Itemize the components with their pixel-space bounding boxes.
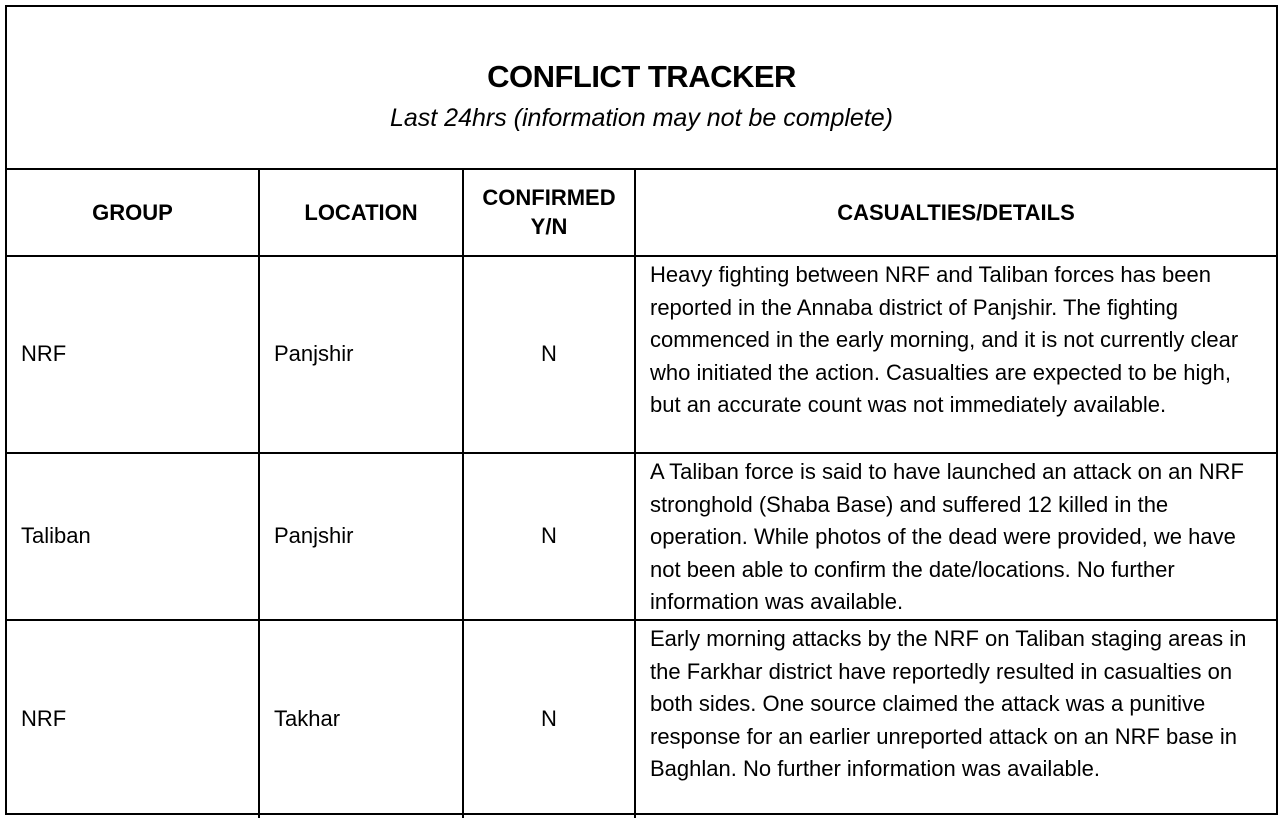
header-confirmed-line2: Y/N [530, 214, 568, 239]
page-title: CONFLICT TRACKER [487, 59, 796, 94]
table-header-row [7, 169, 1276, 256]
header-confirmed [463, 169, 635, 256]
cell-details: Early morning attacks by the NRF on Taliban staging areas in the Farkhar district have reportedly resulted in casualties on both sides. One source claimed the attack was a punitive response for an earlier unreported attack on an NRF base in Baghlan. No further information was available. [635, 620, 1276, 818]
cell-confirmed: N [463, 256, 635, 453]
tracker-header [7, 7, 1276, 170]
page-subtitle: Last 24hrs (information may not be complete) [389, 104, 893, 132]
cell-location: Panjshir [259, 256, 463, 453]
conflict-tracker-sheet [5, 5, 1278, 815]
table-row [7, 256, 1276, 453]
cell-confirmed: N [463, 453, 635, 620]
cell-location: Takhar [259, 620, 463, 818]
cell-location: Panjshir [259, 453, 463, 620]
header-confirmed-line1: CONFIRMED [482, 185, 616, 210]
header-details: CASUALTIES/DETAILS [635, 169, 1276, 256]
cell-confirmed: N [463, 620, 635, 818]
cell-group: Taliban [7, 453, 259, 620]
conflict-table [7, 169, 1276, 818]
cell-details: Heavy fighting between NRF and Taliban forces has been reported in the Annaba district of Panjshir. The fighting commenced in the early morning, and it is not currently clear who initiated the action. Casualties are expected to be high, but an accurate count was not immediately available. [635, 256, 1276, 453]
table-row [7, 453, 1276, 620]
table-row [7, 620, 1276, 818]
cell-group: NRF [7, 620, 259, 818]
header-group: GROUP [7, 169, 259, 256]
cell-group: NRF [7, 256, 259, 453]
header-location: LOCATION [259, 169, 463, 256]
cell-details: A Taliban force is said to have launched an attack on an NRF stronghold (Shaba Base) and suffered 12 killed in the operation. While photos of the dead were provided, we have not been able to confirm the date/locations. No further information was available. [635, 453, 1276, 620]
